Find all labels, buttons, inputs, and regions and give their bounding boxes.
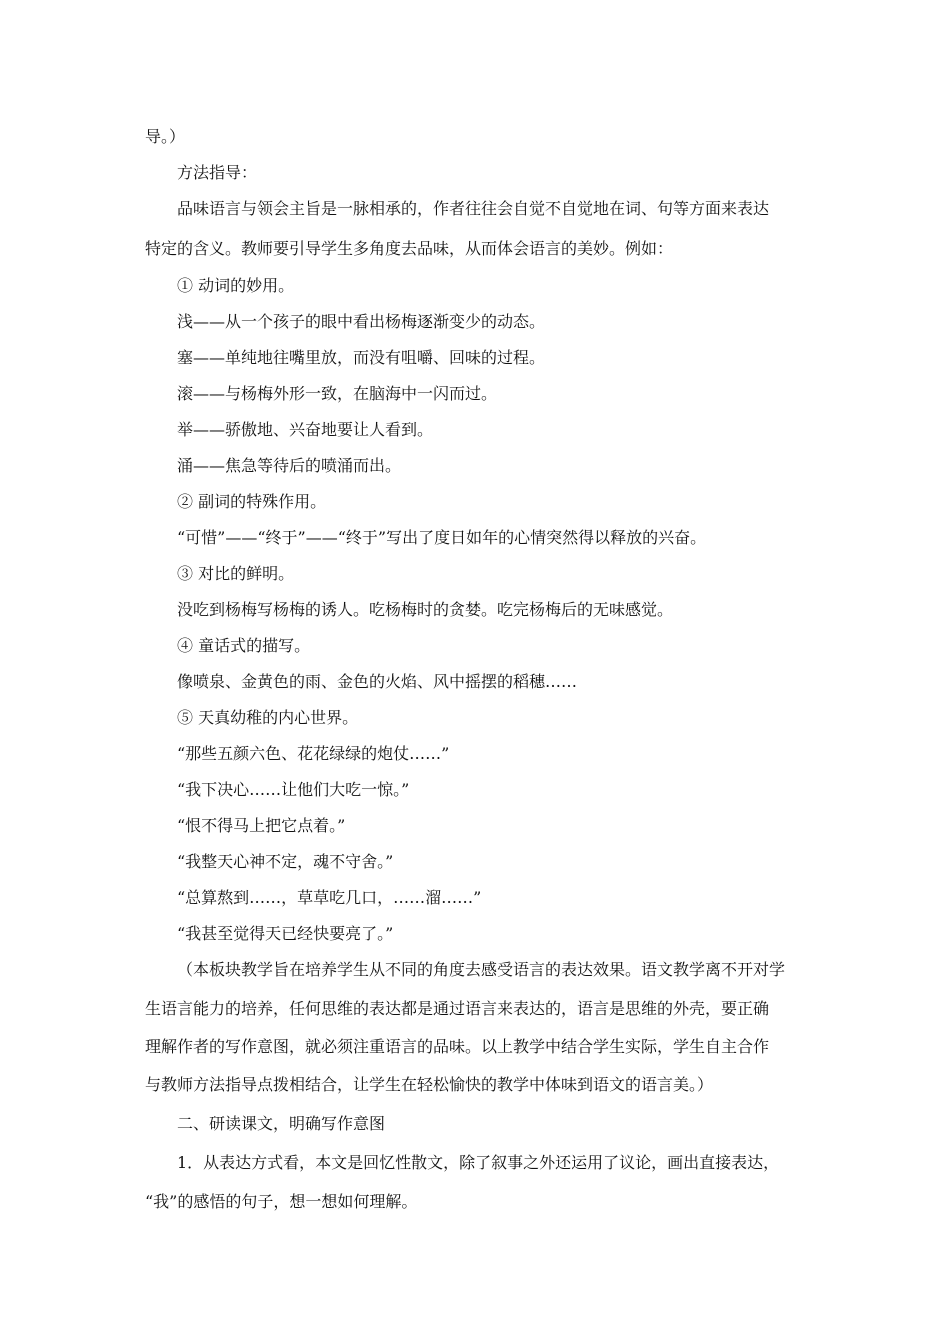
method-guidance-heading: 方法指导：	[177, 163, 258, 182]
example-line: 举——骄傲地、兴奋地要让人看到。	[177, 420, 434, 439]
quote-line: “总算熬到……，草草吃几口，……溜……”	[177, 888, 482, 907]
paragraph-line: 品味语言与领会主旨是一脉相承的，作者往往会自觉不自觉地在词、句等方面来表达	[177, 199, 770, 218]
quote-line: “我下决心……让他们大吃一惊。”	[177, 780, 410, 799]
commentary-line: （本板块教学旨在培养学生从不同的角度去感受语言的表达效果。语文教学离不开对学	[177, 960, 786, 979]
text-line-continuation: 导。）	[145, 127, 186, 146]
quote-line: “我甚至觉得天已经快要亮了。”	[177, 924, 394, 943]
list-heading-contrast: ③ 对比的鲜明。	[177, 564, 295, 583]
question-line: “我”的感悟的句子，想一想如何理解。	[145, 1192, 418, 1211]
commentary-line: 与教师方法指导点拨相结合，让学生在轻松愉快的教学中体味到语文的语言美。）	[145, 1075, 714, 1094]
list-heading-fairytale: ④ 童话式的描写。	[177, 636, 311, 655]
list-heading-adverbs: ② 副词的特殊作用。	[177, 492, 327, 511]
example-line: 塞——单纯地往嘴里放，而没有咀嚼、回味的过程。	[177, 348, 546, 367]
example-line: 浅——从一个孩子的眼中看出杨梅逐渐变少的动态。	[177, 312, 546, 331]
example-line: 像喷泉、金黄色的雨、金色的火焰、风中摇摆的稻穗……	[177, 672, 578, 691]
quote-line: “那些五颜六色、花花绿绿的炮仗……”	[177, 744, 450, 763]
quote-line: “我整天心神不定，魂不守舍。”	[177, 852, 394, 871]
example-line: 滚——与杨梅外形一致，在脑海中一闪而过。	[177, 384, 498, 403]
quote-line: “恨不得马上把它点着。”	[177, 816, 346, 835]
paragraph-line: 特定的含义。教师要引导学生多角度去品味，从而体会语言的美妙。例如：	[145, 239, 674, 258]
commentary-line: 生语言能力的培养，任何思维的表达都是通过语言来表达的，语言是思维的外壳，要正确	[145, 999, 770, 1018]
example-line: “可惜”——“终于”——“终于”写出了度日如年的心情突然得以释放的兴奋。	[177, 528, 707, 547]
list-heading-inner-world: ⑤ 天真幼稚的内心世界。	[177, 708, 359, 727]
commentary-line: 理解作者的写作意图，就必须注重语言的品味。以上教学中结合学生实际，学生自主合作	[145, 1037, 770, 1056]
example-line: 涌——焦急等待后的喷涌而出。	[177, 456, 402, 475]
question-line: 1．从表达方式看，本文是回忆性散文，除了叙事之外还运用了议论，画出直接表达，	[177, 1153, 780, 1172]
list-heading-verbs: ① 动词的妙用。	[177, 276, 295, 295]
section-heading: 二、研读课文，明确写作意图	[177, 1114, 386, 1133]
example-line: 没吃到杨梅写杨梅的诱人。吃杨梅时的贪婪。吃完杨梅后的无味感觉。	[177, 600, 674, 619]
